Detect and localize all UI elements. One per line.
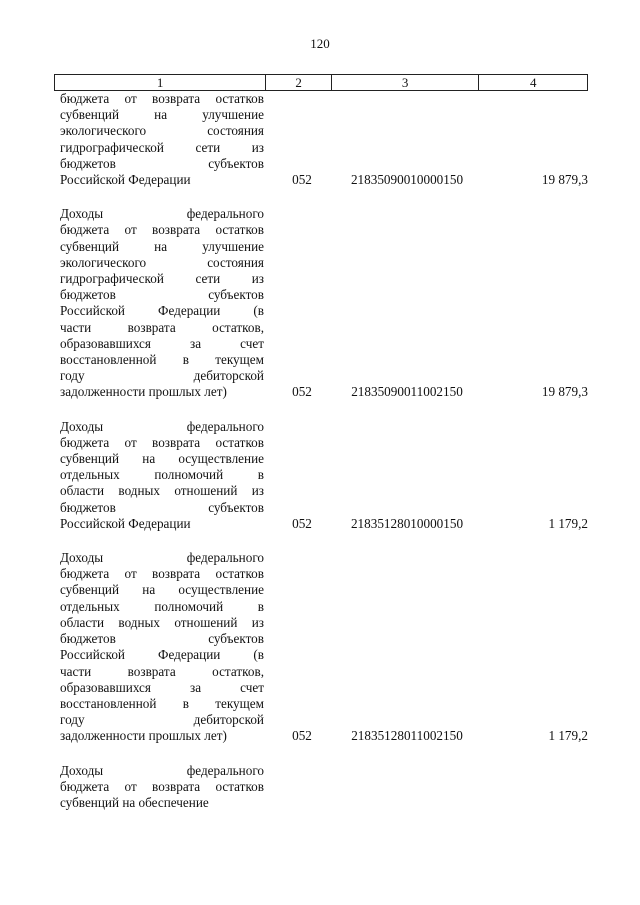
- description-line: бюджета от возврата остатков: [60, 778, 264, 794]
- description-line: отдельных полномочий в: [60, 598, 264, 614]
- row-code: 052: [292, 515, 312, 531]
- description-line: Российской Федерации (в: [60, 647, 264, 663]
- column-header-3: 3: [332, 75, 479, 90]
- row-amount: 19 879,3: [541, 384, 588, 400]
- description-line: бюджета от возврата остатков: [60, 434, 264, 450]
- description-line: гидрографической сети из: [60, 139, 264, 155]
- description-line: области водных отношений из: [60, 614, 264, 630]
- description-line: Доходы федерального: [60, 762, 264, 778]
- row-kbk: 21835090011002150: [351, 384, 463, 400]
- row-kbk: 21835128011002150: [351, 728, 463, 744]
- row-description: [60, 419, 264, 532]
- row-code: 052: [292, 728, 312, 744]
- table-body: [0, 91, 640, 811]
- description-line: Российской Федерации: [60, 515, 191, 531]
- row-code: 052: [292, 172, 312, 188]
- description-line: бюджета от возврата остатков: [60, 222, 264, 238]
- row-description: [60, 550, 264, 744]
- row-amount: 1 179,2: [548, 728, 588, 744]
- row-amount: 1 179,2: [548, 515, 588, 531]
- description-line: Доходы федерального: [60, 418, 264, 434]
- description-line: экологического состояния: [60, 123, 264, 139]
- description-line: бюджетов субъектов: [60, 155, 264, 171]
- column-header-4: 4: [529, 75, 537, 90]
- description-line: субвенций на осуществление: [60, 451, 264, 467]
- description-line: субвенций на улучшение: [60, 107, 264, 123]
- table-row: [0, 419, 640, 532]
- description-line: образовавшихся за счет: [60, 335, 264, 351]
- description-line: бюджетов субъектов: [60, 287, 264, 303]
- row-code: 052: [292, 384, 312, 400]
- description-line: образовавшихся за счет: [60, 679, 264, 695]
- description-line: задолженности прошлых лет): [60, 728, 227, 744]
- column-header-2: 2: [266, 75, 332, 90]
- description-line: бюджета от возврата остатков: [60, 566, 264, 582]
- description-line: субвенций на осуществление: [60, 582, 264, 598]
- row-description: [60, 763, 264, 812]
- description-line: году дебиторской: [60, 712, 264, 728]
- row-kbk: 21835090010000150: [350, 172, 464, 188]
- column-header-1: 1: [55, 75, 266, 90]
- description-line: отдельных полномочий в: [60, 467, 264, 483]
- description-line: бюджетов субъектов: [60, 499, 264, 515]
- row-description: [60, 206, 264, 400]
- description-line: субвенций на обеспечение: [60, 794, 209, 810]
- row-kbk: 21835128010000150: [350, 515, 464, 531]
- description-line: Доходы федерального: [60, 550, 264, 566]
- description-line: части возврата остатков,: [60, 663, 264, 679]
- description-line: экологического состояния: [60, 254, 264, 270]
- description-line: субвенций на улучшение: [60, 238, 264, 254]
- description-line: бюджета от возврата остатков: [60, 91, 264, 106]
- row-description: [60, 91, 264, 188]
- description-line: восстановленной в текущем: [60, 352, 264, 368]
- description-line: Российской Федерации: [60, 172, 191, 188]
- table-row: [0, 91, 640, 188]
- description-line: восстановленной в текущем: [60, 695, 264, 711]
- description-line: бюджетов субъектов: [60, 631, 264, 647]
- description-line: Российской Федерации (в: [60, 303, 264, 319]
- description-line: Доходы федерального: [60, 206, 264, 222]
- description-line: части возврата остатков,: [60, 319, 264, 335]
- page-number: 120: [310, 36, 330, 51]
- row-amount: 19 879,3: [541, 172, 588, 188]
- table-header-row: [54, 74, 588, 91]
- description-line: году дебиторской: [60, 368, 264, 384]
- table-row: [0, 550, 640, 744]
- table-row: [0, 763, 640, 812]
- table-row: [0, 206, 640, 400]
- description-line: задолженности прошлых лет): [60, 384, 227, 400]
- description-line: гидрографической сети из: [60, 271, 264, 287]
- description-line: области водных отношений из: [60, 483, 264, 499]
